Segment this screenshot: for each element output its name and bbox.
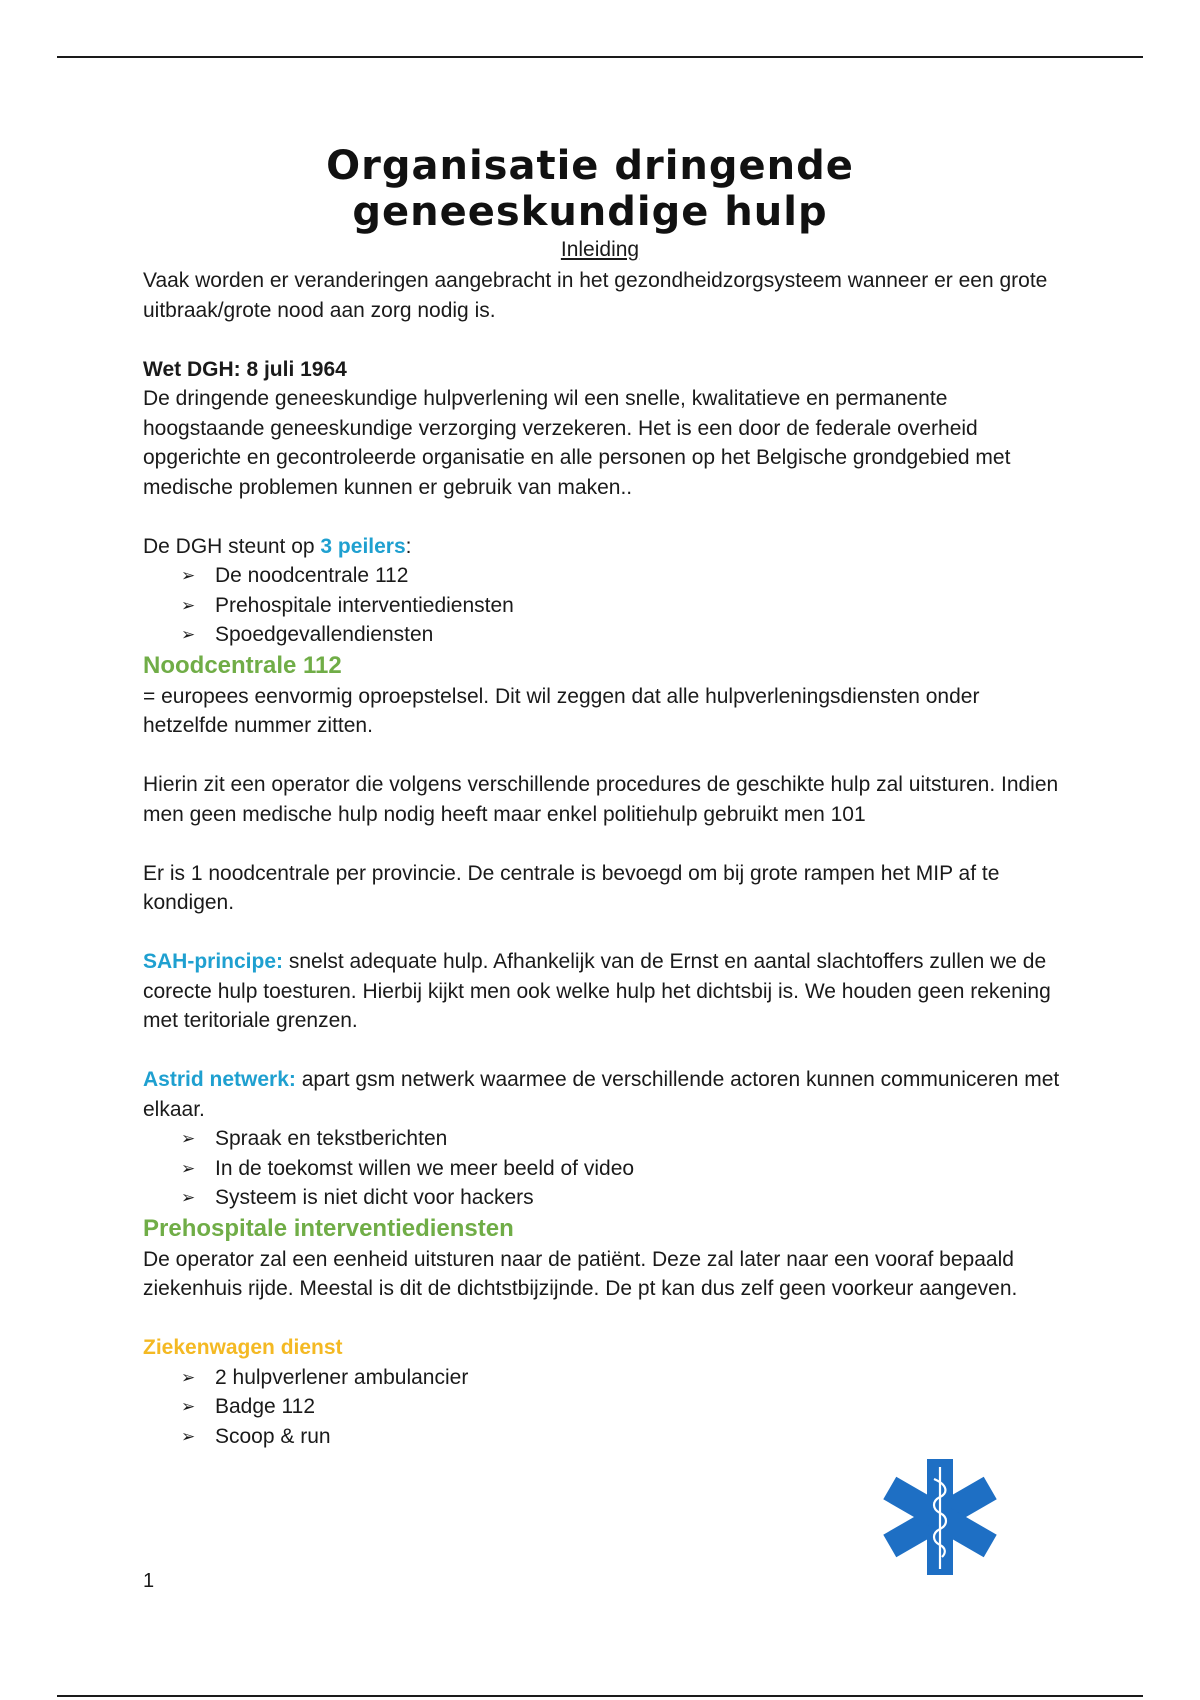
astrid-label: Astrid netwerk: (143, 1068, 296, 1091)
arrow-bullet-icon: ➢ (181, 1129, 196, 1148)
noodcentrale-p1: = europees eenvormig oproepstelsel. Dit wil zeggen dat alle hulpverleningsdiensten onder hetzelfde nummer zitten. (143, 684, 980, 737)
page-title (0, 143, 1180, 235)
list-item: ➢ 2 hulpverlener ambulancier (181, 1363, 1063, 1393)
noodcentrale-heading: Noodcentrale 112 (143, 651, 342, 679)
noodcentrale-p2: Hierin zit een operator die volgens verschillende procedures de geschikte hulp zal uitsturen. Indien men geen medische hulp nodig heeft maar enkel politiehulp gebruikt men 101 (143, 773, 1059, 826)
noodcentrale-p3: Er is 1 noodcentrale per provincie. De centrale is bevoegd om bij grote rampen het MIP af te kondigen. (143, 861, 1000, 914)
pijlers-list (143, 561, 1063, 650)
title-line-1: Organisatie dringende (326, 143, 854, 189)
wet-heading: Wet DGH: 8 juli 1964 (143, 357, 347, 381)
ziekenwagen-list (143, 1363, 1063, 1452)
title-line-2: geneeskundige hulp (352, 189, 828, 235)
prehospitaal-paragraph: De operator zal een eenheid uitsturen naar de patiënt. Deze zal later naar een vooraf bepaald ziekenhuis rijde. Meestal is dit de dichtstbijzijnde. De pt kan dus zelf geen voorkeur aangeven. (143, 1247, 1018, 1300)
arrow-bullet-icon: ➢ (181, 1188, 196, 1207)
pijlers-intro: De DGH steunt op 3 peilers: (143, 534, 412, 558)
astrid-paragraph: Astrid netwerk: apart gsm netwerk waarmee de verschillende actoren kunnen communiceren met elkaar. (143, 1068, 1060, 1121)
sah-paragraph: SAH-principe: snelst adequate hulp. Afhankelijk van de Ernst en aantal slachtoffers zullen we de corecte hulp toesturen. Hierbij kijkt men ook welke hulp het dichtsbij is. We houden geen rekening met teritoriale grenzen. (143, 950, 1051, 1032)
list-item: ➢ Prehospitale interventiediensten (181, 591, 1063, 621)
document-body (143, 266, 1063, 1451)
intro-paragraph: Vaak worden er veranderingen aangebracht in het gezondheidzorgsysteem wanneer er een grote uitbraak/grote nood aan zorg nodig is. (143, 269, 1048, 322)
list-item: ➢ Scoop & run (181, 1422, 1063, 1452)
list-item: ➢ Systeem is niet dicht voor hackers (181, 1183, 1063, 1213)
list-item: ➢ Spraak en tekstberichten (181, 1124, 1063, 1154)
arrow-bullet-icon: ➢ (181, 1367, 196, 1387)
arrow-bullet-icon: ➢ (181, 566, 196, 585)
sah-label: SAH-principe: (143, 950, 284, 973)
pijlers-highlight: 3 peilers (320, 534, 406, 558)
list-item: ➢ In de toekomst willen we meer beeld of video (181, 1154, 1063, 1184)
arrow-bullet-icon: ➢ (181, 625, 196, 644)
star-of-life-icon (878, 1458, 1002, 1576)
arrow-bullet-icon: ➢ (181, 1426, 196, 1446)
arrow-bullet-icon: ➢ (181, 1397, 196, 1416)
page-number: 1 (143, 1570, 155, 1592)
list-item: ➢ De noodcentrale 112 (181, 561, 1063, 591)
list-item: ➢ Spoedgevallendiensten (181, 620, 1063, 650)
footer-rule (57, 1695, 1143, 1697)
subtitle: Inleiding (560, 238, 640, 261)
prehospitaal-heading: Prehospitale interventiediensten (143, 1214, 514, 1242)
arrow-bullet-icon: ➢ (181, 595, 196, 615)
ziekenwagen-heading: Ziekenwagen dienst (143, 1336, 343, 1359)
arrow-bullet-icon: ➢ (181, 1158, 196, 1178)
header-rule (57, 56, 1143, 58)
astrid-list (143, 1124, 1063, 1213)
wet-paragraph: De dringende geneeskundige hulpverlening wil een snelle, kwalitatieve en permanente hoogstaande geneeskundige verzorging verzekeren. Het is een door de federale overheid opgerichte en gecontroleerde organisatie en alle personen op het Belgische grondgebied met medische problemen kunnen er gebruik van maken.. (143, 387, 1011, 499)
list-item: ➢ Badge 112 (181, 1392, 1063, 1422)
